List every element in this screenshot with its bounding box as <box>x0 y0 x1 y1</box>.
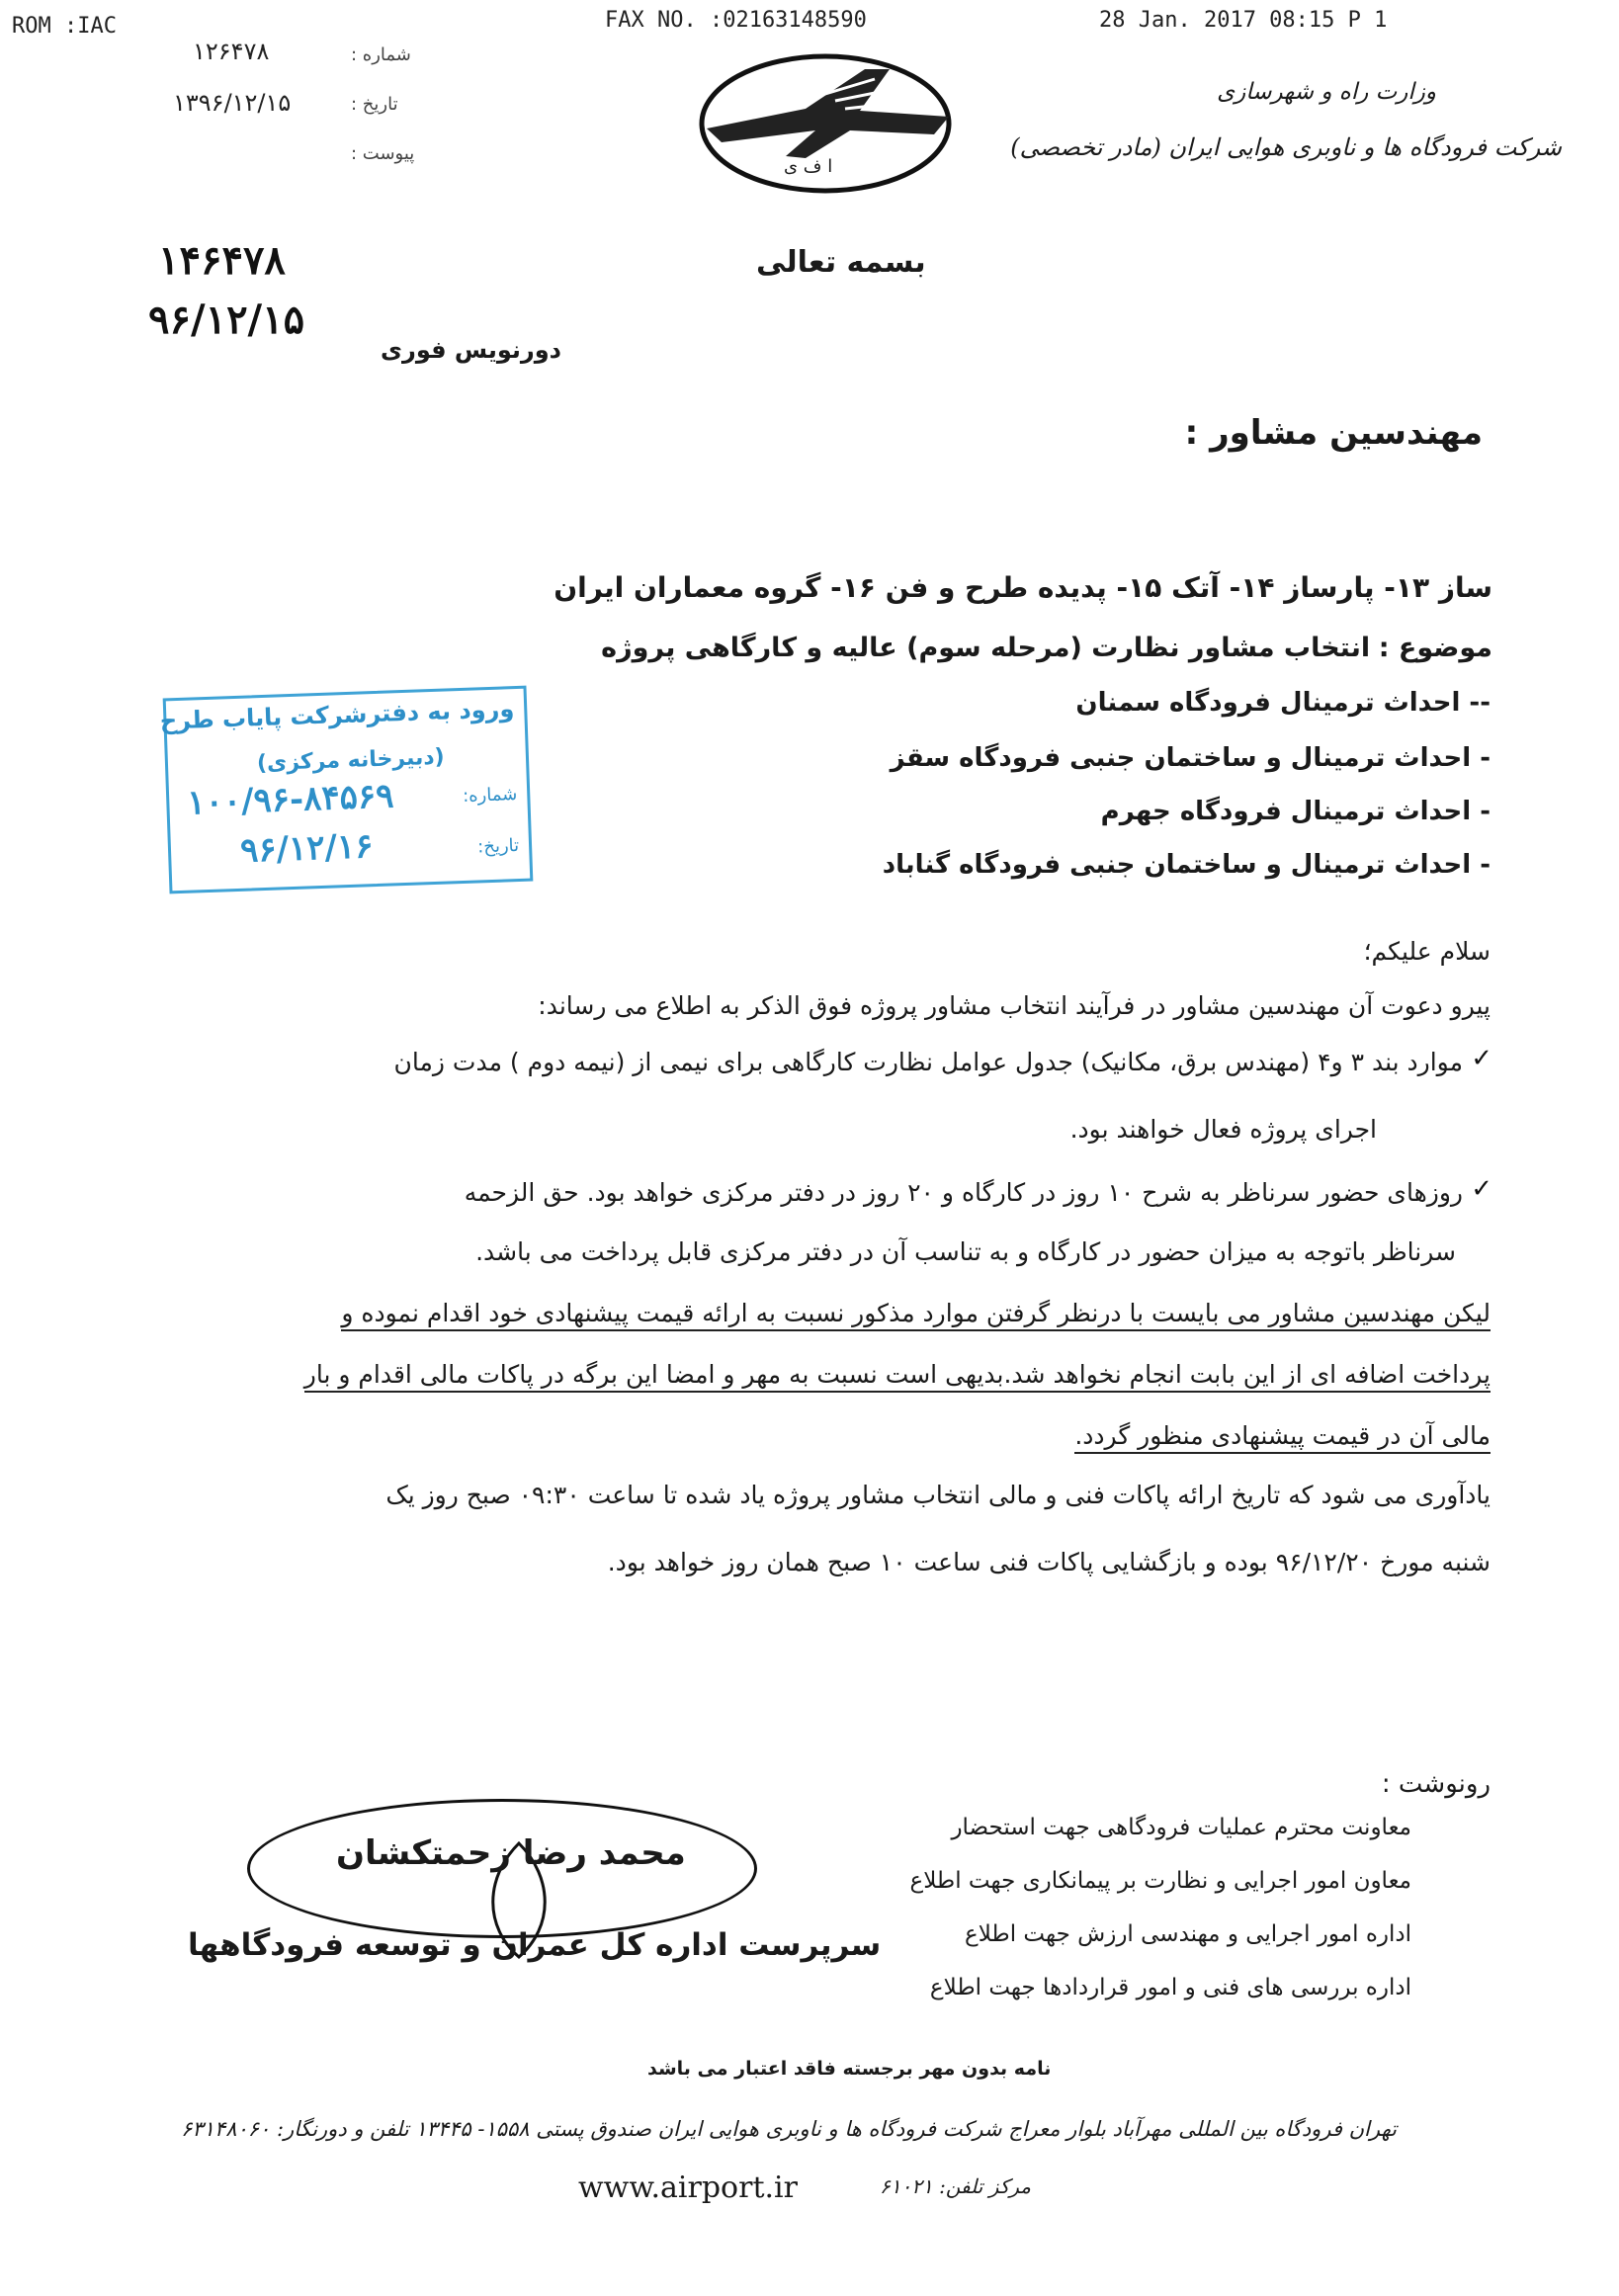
check-icon: ✓ <box>1471 1044 1492 1073</box>
subject-line <box>601 633 1492 663</box>
stamp-subtitle: (دبیرخانه مرکزی) <box>256 744 446 777</box>
stamp-date-value: ۹۶/۱۲/۱۶ <box>239 826 375 871</box>
check-icon: ✓ <box>1471 1174 1492 1204</box>
paragraph3-line3-text: مالی آن در قیمت پیشنهادی منظور گردد. <box>1074 1421 1491 1454</box>
footer-website[interactable]: www.airport.ir <box>578 2170 798 2205</box>
footer-validity-note: نامه بدون مهر برجسته فاقد اعتبار می باشد <box>647 2058 1052 2080</box>
paragraph3-line1 <box>341 1301 1491 1325</box>
ref-date-value: ۱۳۹۶/۱۲/۱۵ <box>173 89 292 117</box>
logo-letters: ا ف ی <box>784 156 833 177</box>
project-item: - احداث ترمینال فرودگاه جهرم <box>1100 797 1491 826</box>
ministry-name: وزارت راه و شهرسازی <box>1217 79 1436 105</box>
stamp-date-label: تاریخ: <box>476 835 520 858</box>
paragraph4-line1: یادآوری می شود که تاریخ ارائه پاکات فنی و مالی انتخاب مشاور پروژه یاد شده تا ساعت ۰۹:۳۰ صبح روز یک <box>385 1481 1491 1509</box>
received-stamp <box>159 686 534 894</box>
bullet2-line1: روزهای حضور سرناظر به شرح ۱۰ روز در کارگاه و ۲۰ روز در دفتر مرکزی خواهد بود. حق الزحمه <box>464 1178 1463 1207</box>
urgent-fax-label: دورنویس فوری <box>381 336 561 364</box>
fax-rom-id: ROM :IAC <box>12 14 117 39</box>
fax-number: FAX NO. :02163148590 <box>605 8 867 33</box>
signatory-name: محمد رضا زحمتکشان <box>336 1833 686 1873</box>
ref-number-label: شماره : <box>351 44 411 65</box>
paragraph3-line2 <box>304 1362 1491 1387</box>
cc-heading: رونوشت : <box>1381 1769 1491 1799</box>
paragraph4-line2: شنبه مورخ ۹۶/۱۲/۲۰ بوده و بازگشایی پاکات فنی ساعت ۱۰ صبح همان روز خواهد بود. <box>607 1548 1491 1576</box>
stamp-number-value: ۱۰۰/۹۶-۸۴۵۶۹ <box>186 776 395 823</box>
cc-item: اداره امور اجرایی و مهندسی ارزش جهت اطلاع <box>964 1921 1411 1947</box>
invocation: بسمه تعالی <box>756 245 926 280</box>
consultant-firms: ساز ۱۳- پارساز ۱۴- آتک ۱۵- پدیده طرح و فن ۱۶- گروه معماران ایران <box>554 571 1492 604</box>
bullet1-line2: اجرای پروژه فعال خواهند بود. <box>1069 1115 1377 1144</box>
signatory-title: سرپرست اداره کل عمران و توسعه فرودگاهها <box>188 1927 882 1963</box>
greeting: سلام علیکم؛ <box>1363 937 1491 966</box>
subject-label: موضوع : <box>1378 633 1492 663</box>
cc-item: اداره بررسی های فنی و امور قراردادها جهت اطلاع <box>929 1975 1411 2000</box>
footer-address: تهران فرودگاه بین المللی مهرآباد بلوار معراج شرکت فرودگاه ها و ناوبری هوایی ایران صندوق پستی ۱۵۵۸- ۱۳۴۴۵ تلفن و دورنگار: ۶۳۱۴۸۰۶۰ <box>181 2117 1397 2141</box>
company-logo <box>687 40 964 198</box>
paragraph3-line1-text: لیکن مهندسین مشاور می بایست با درنظر گرفتن موارد مذکور نسبت به ارائه قیمت پیشنهادی خود اقدام نموده و <box>341 1299 1491 1331</box>
stamp-number-label: شماره: <box>462 784 518 807</box>
bullet2-line2: سرناظر باتوجه به میزان حضور در کارگاه و به تناسب آن در دفتر مرکزی قابل پرداخت می باشد. <box>475 1237 1456 1266</box>
fax-datetime: 28 Jan. 2017 08:15 P 1 <box>1099 8 1388 33</box>
handwritten-number: ۱۴۶۴۷۸ <box>158 237 286 284</box>
project-item: -- احداث ترمینال فرودگاه سمنان <box>1075 688 1491 718</box>
addressee: مهندسین مشاور : <box>1184 413 1483 453</box>
subject-text: انتخاب مشاور نظارت (مرحله سوم) عالیه و کارگاهی پروژه <box>601 633 1371 663</box>
cc-item: معاون امور اجرایی و نظارت بر پیمانکاری جهت اطلاع <box>909 1868 1411 1894</box>
ref-number-value: ۱۲۶۴۷۸ <box>193 38 270 65</box>
cc-item: معاونت محترم عملیات فرودگاهی جهت استحضار <box>951 1815 1411 1840</box>
paragraph3-line2-text: پرداخت اضافه ای از این بابت انجام نخواهد شد.بدیهی است نسبت به مهر و امضا این برگه در پاکات مالی اقدام و بار <box>304 1360 1491 1393</box>
footer-phone-center: مرکز تلفن: ۶۱۰۲۱ <box>880 2174 1032 2198</box>
bullet1-line1: موارد بند ۳ و۴ (مهندس برق، مکانیک) جدول عوامل نظارت کارگاهی برای نیمی از (نیمه دوم ) مدت زمان <box>393 1048 1463 1076</box>
stamp-title: ورود به دفترشرکت پاياب طرح <box>159 695 515 735</box>
body-intro: پیرو دعوت آن مهندسین مشاور در فرآیند انتخاب مشاور پروژه فوق الذکر به اطلاع می رساند: <box>538 991 1491 1020</box>
ref-date-label: تاریخ : <box>351 94 398 115</box>
company-name: شرکت فرودگاه ها و ناوبری هوایی ایران (مادر تخصصی) <box>1010 133 1562 161</box>
project-item: - احداث ترمینال و ساختمان جنبی فرودگاه گناباد <box>882 850 1491 880</box>
project-item: - احداث ترمینال و ساختمان جنبی فرودگاه سقز <box>890 743 1491 773</box>
handwritten-date: ۹۶/۱۲/۱۵ <box>148 297 305 343</box>
paragraph3-line3 <box>1074 1423 1491 1448</box>
ref-attachment-label: پیوست : <box>351 143 415 164</box>
